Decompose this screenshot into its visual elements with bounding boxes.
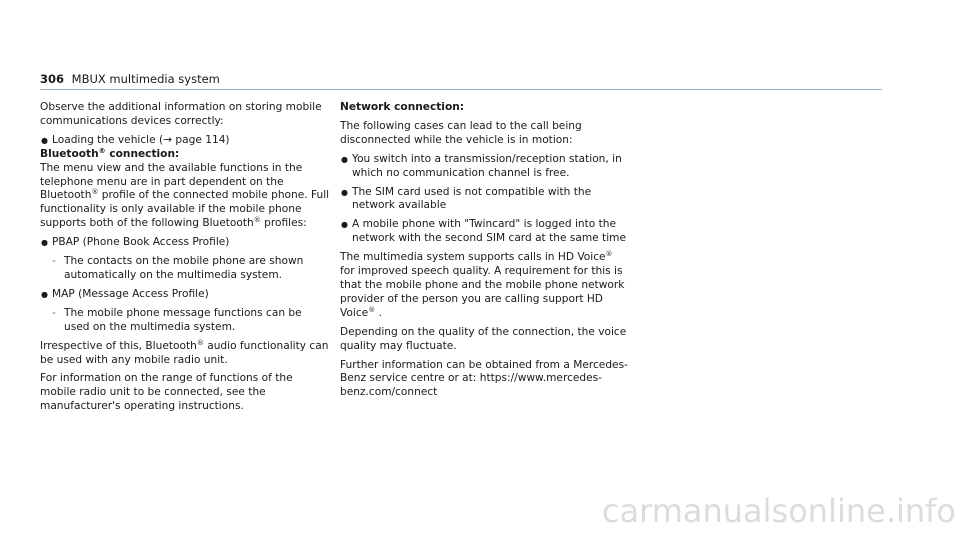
bluetooth-heading: Bluetooth® connection:	[40, 146, 180, 160]
network-intro: The following cases can lead to the call being disconnected while the vehicle is in motion:	[340, 119, 582, 146]
pbap-subitem: - The contacts on the mobile phone are shown automatically on the multimedia system.	[40, 255, 330, 283]
page-header	[40, 73, 220, 86]
case-bullet-3: ● A mobile phone with "Twincard" is logged into the network with the second SIM card at the same time	[340, 218, 630, 246]
map-subitem: - The mobile phone message functions can be used on the multimedia system.	[40, 307, 330, 335]
registered-mark: ®	[605, 250, 613, 259]
pbap-bullet: ● PBAP (Phone Book Access Profile)	[40, 236, 330, 250]
intro-paragraph: Observe the additional information on storing mobile communications devices correctly:	[40, 101, 322, 127]
loading-link-text[interactable]: Loading the vehicle (→ page 114)	[52, 133, 230, 146]
further-info-paragraph: Further information can be obtained from a Mercedes-Benz service centre or at: https://www.mercedes-benz.com/connect	[340, 358, 628, 399]
menu-paragraph: The menu view and the available functions in the telephone menu are in part dependent on the Bluetooth® profile of the connected mobile phone. Full functionality is only available if the mobile phone supports both of the following Bluetooth® profiles:	[40, 161, 330, 230]
info-paragraph: For information on the range of functions of the mobile radio unit to be connected, see the manufacturer's operating instructions.	[40, 372, 293, 413]
right-column	[340, 101, 630, 400]
hd-voice-paragraph: The multimedia system supports calls in HD Voice® for improved speech quality. A requirement for this is that the mobile phone and the mobile phone network provider of the person you are calling support HD Voice® .	[340, 250, 625, 319]
registered-mark: ®	[98, 146, 106, 155]
registered-mark: ®	[196, 338, 204, 347]
registered-mark: ®	[253, 216, 261, 225]
header-title: MBUX multimedia system	[71, 72, 220, 86]
watermark-text: carmanualsonline.info	[601, 492, 956, 530]
case-bullet-1: ● You switch into a transmission/reception station, in which no communication channel is free.	[340, 153, 630, 181]
irrespective-paragraph: Irrespective of this, Bluetooth® audio functionality can be used with any mobile radio unit.	[40, 338, 329, 366]
network-heading: Network connection:	[340, 101, 464, 113]
map-bullet: ● MAP (Message Access Profile)	[40, 288, 330, 302]
page-number: 306	[40, 72, 65, 86]
left-column	[40, 101, 330, 414]
registered-mark: ®	[91, 188, 99, 197]
header-divider	[40, 89, 882, 90]
depending-paragraph: Depending on the quality of the connection, the voice quality may fluctuate.	[340, 325, 627, 352]
loading-bullet	[40, 134, 330, 148]
case-bullet-2: ● The SIM card used is not compatible with the network available	[340, 186, 630, 214]
registered-mark: ®	[368, 305, 376, 314]
